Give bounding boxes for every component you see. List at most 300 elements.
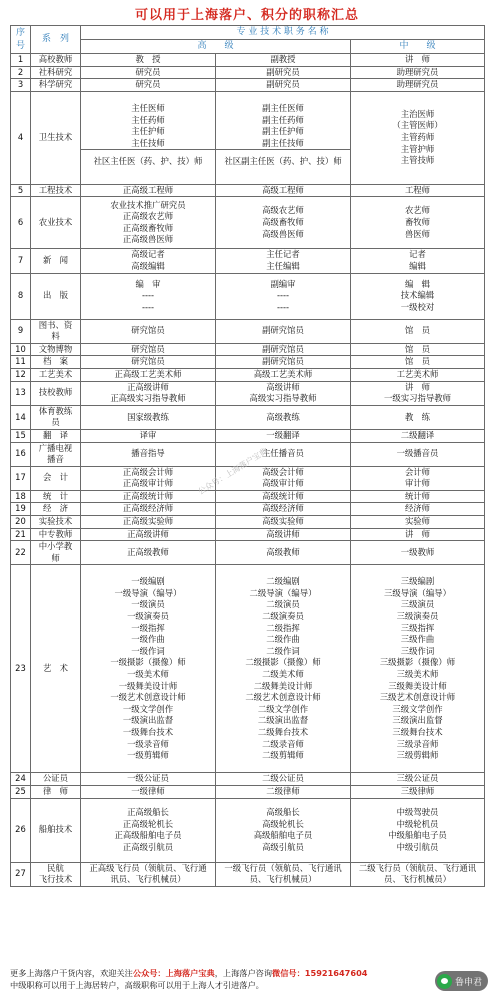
row-number: 23 [11, 565, 31, 773]
middle-title-cell [351, 466, 485, 490]
cell-line: 一级摄影（摄像）师 [110, 657, 186, 668]
cell-line: 高级船长 [266, 806, 300, 817]
cell-line: 主任护师 [131, 126, 165, 137]
cell-line: 档 案 [42, 356, 69, 367]
cell-line: 二级作词 [266, 645, 300, 656]
cell-line: 高级工艺美术师 [253, 368, 313, 379]
senior-title-cell [81, 516, 216, 529]
cell-line: 高级船舶电子员 [253, 830, 313, 841]
cell-line: 高级轮机长 [262, 818, 304, 829]
cell-line: 正高级引航员 [122, 841, 174, 852]
middle-title-cell [351, 541, 485, 565]
cell-line: ---- [141, 290, 155, 301]
senior-title-cell [216, 356, 351, 369]
middle-title-cell [351, 319, 485, 343]
author-badge [435, 971, 488, 991]
cell-line: 馆 员 [404, 356, 431, 367]
senior-title-cell [216, 249, 351, 273]
cell-line: 主任编辑 [266, 260, 300, 271]
senior-title-cell [216, 381, 351, 405]
cell-line: 二级翻译 [400, 429, 435, 440]
cell-line: 高级编辑 [131, 260, 165, 271]
series-cell [31, 503, 81, 516]
cell-line: 二级美术师 [262, 668, 304, 679]
cell-line: 实验技术 [38, 516, 73, 527]
cell-line: 翻 译 [42, 429, 69, 440]
cell-line: 正高级教师 [127, 547, 169, 558]
cell-line: 讲 师 [404, 54, 431, 64]
row-number: 20 [11, 516, 31, 529]
cell-line: 正高级实习指导教师 [110, 393, 186, 404]
cell-line: 二级导演（编导） [249, 587, 317, 598]
cell-line: 副研究员 [266, 66, 300, 77]
cell-line: 三级作词 [400, 645, 435, 656]
middle-title-cell [351, 54, 485, 67]
cell-line: 二级律师 [266, 786, 300, 797]
table-row [11, 381, 485, 405]
cell-line: 研究馆员 [131, 356, 165, 367]
cell-line: 高级会计师 [262, 466, 304, 477]
series-cell [31, 381, 81, 405]
row-number: 22 [11, 541, 31, 565]
cell-line: 三级演奏员 [396, 610, 439, 621]
header-no: 序 号 [11, 26, 31, 54]
senior-title-cell [81, 343, 216, 356]
cell-line: 农业技术推广研究员 [110, 199, 186, 210]
cell-line: 讲 师 [404, 381, 431, 392]
senior-title-cell [216, 565, 351, 773]
cell-line: 二级指挥 [266, 622, 300, 633]
middle-title-cell [351, 490, 485, 503]
cell-line: 会计师 [404, 466, 431, 477]
cell-line: 编辑 [409, 260, 426, 271]
senior-title-cell [81, 786, 216, 799]
series-cell [31, 773, 81, 786]
cell-line: 农艺师 [404, 205, 431, 216]
cell-line: 高级实习指导教师 [249, 393, 317, 404]
senior-title-cell [81, 197, 216, 249]
cell-line: 中级船舶电子员 [388, 830, 447, 841]
senior-title-cell [81, 249, 216, 273]
cell-line: 图书、资 [38, 319, 73, 330]
senior-title-cell [216, 197, 351, 249]
header-middle: 中 级 [351, 40, 485, 54]
cell-line: 料 [51, 331, 60, 342]
cell-line: 副主任技师 [262, 137, 304, 148]
cell-line: 主任药师 [131, 114, 165, 125]
senior-title-cell [81, 565, 216, 773]
cell-line: 播音 [47, 454, 64, 465]
senior-title-cell [81, 798, 216, 862]
cell-line: 助理研究员 [396, 79, 439, 90]
middle-title-cell [351, 773, 485, 786]
cell-line: 副研究馆员 [262, 343, 304, 354]
cell-line: 馆 员 [404, 325, 431, 336]
senior-title-cell [81, 862, 216, 886]
cell-line: 员、飞行机械员） [249, 874, 317, 885]
cell-line: 一级舞台技术 [122, 726, 174, 737]
cell-line: 体育教练 [38, 405, 73, 416]
senior-title-cell [81, 773, 216, 786]
series-cell [31, 66, 81, 79]
table-body [11, 26, 485, 887]
cell-line: 一级作曲 [131, 634, 165, 645]
table-row [11, 565, 485, 773]
cell-line: 二级剪辑师 [262, 750, 304, 761]
footer [10, 968, 484, 992]
cell-line: 畜牧师 [404, 217, 431, 228]
cell-line: 飞行技术 [38, 874, 73, 885]
cell-line: 高级实验师 [262, 516, 304, 527]
cell-line: 文物博物 [38, 343, 73, 354]
table-row [11, 54, 485, 67]
header-series: 系 列 [31, 26, 81, 54]
cell-line: 正高级讲师 [127, 381, 169, 392]
cell-line: 二级演员 [266, 599, 300, 610]
cell-line: 正高级审计师 [122, 478, 174, 489]
table-row [11, 343, 485, 356]
row-number: 5 [11, 184, 31, 197]
cell-line: 科学研究 [38, 79, 73, 90]
cell-line: 广播电视 [38, 442, 73, 453]
senior-title-cell [81, 541, 216, 565]
table-row [11, 197, 485, 249]
senior-title-cell [81, 91, 216, 184]
cell-line: 一级公证员 [127, 773, 169, 784]
middle-title-cell [351, 429, 485, 442]
senior-title-cell [216, 405, 351, 429]
senior-title-cell [81, 356, 216, 369]
senior-title-cell [216, 184, 351, 197]
cell-line: 中级引航员 [396, 841, 439, 852]
senior-title-cell [81, 442, 216, 466]
cell-line: 高级农艺师 [262, 205, 304, 216]
series-cell [31, 368, 81, 381]
table-row [11, 503, 485, 516]
middle-title-cell [351, 862, 485, 886]
series-cell [31, 442, 81, 466]
middle-title-cell [351, 442, 485, 466]
senior-title-cell [81, 405, 216, 429]
table-row [11, 319, 485, 343]
footer-account: 公众号：上海落户宝典 [132, 968, 215, 978]
cell-line: 兽医师 [404, 228, 431, 239]
row-number: 17 [11, 466, 31, 490]
series-cell [31, 528, 81, 541]
table-row [11, 79, 485, 92]
cell-line: 副研究馆员 [262, 356, 304, 367]
cell-line: 员 [51, 417, 60, 428]
cell-line: 二级演出监督 [257, 715, 309, 726]
cell-line: 三级作曲 [400, 634, 435, 645]
middle-title-cell [351, 249, 485, 273]
cell-line: 二级摄影（摄像）师 [245, 657, 321, 668]
senior-title-cell [216, 368, 351, 381]
cell-line: 一级律师 [131, 786, 165, 797]
cell-line: 播音指导 [131, 448, 165, 459]
series-cell [31, 490, 81, 503]
cell-line: 主任医师 [131, 103, 165, 114]
cell-line: ---- [276, 290, 290, 301]
cell-line: 一级导演（编导） [114, 587, 182, 598]
cell-line: 三级剪辑师 [396, 750, 439, 761]
cell-line: 研究员 [135, 79, 161, 90]
senior-title-cell [216, 343, 351, 356]
cell-line: 高级讲师 [266, 381, 300, 392]
cell-line: 三级演员 [400, 599, 435, 610]
cell-line: 正高级兽医师 [122, 234, 174, 245]
cell-line: 主管护师 [400, 143, 435, 154]
cell-line: 一级文学创作 [122, 703, 174, 714]
middle-title-cell [351, 565, 485, 773]
row-number: 24 [11, 773, 31, 786]
cell-line: 正高级讲师 [127, 528, 169, 539]
cell-line: 工艺美术 [38, 368, 73, 379]
cell-line: 三级艺术创意设计师 [379, 692, 456, 703]
series-cell [31, 541, 81, 565]
cell-line: 一级演出监督 [122, 715, 174, 726]
cell-line: 统计师 [404, 490, 431, 501]
row-number: 1 [11, 54, 31, 67]
series-cell [31, 54, 81, 67]
middle-title-cell [351, 405, 485, 429]
cell-line: 实验师 [404, 516, 431, 527]
senior-title-cell [81, 429, 216, 442]
cell-line: 农业技术 [38, 217, 73, 228]
senior-title-cell [81, 381, 216, 405]
cell-line: 正高级会计师 [122, 466, 174, 477]
cell-line: 正高级船长 [127, 806, 169, 817]
table-row [11, 773, 485, 786]
senior-title-cell [81, 528, 216, 541]
cell-line: 一级编剧 [131, 576, 165, 587]
cell-line: 高级教师 [266, 547, 300, 558]
cell-line: 二级艺术创意设计师 [245, 692, 321, 703]
middle-title-cell [351, 798, 485, 862]
page-title: 可以用于上海落户、积分的职称汇总 [134, 8, 359, 23]
senior-title-cell [216, 528, 351, 541]
cell-line: 新 闻 [42, 255, 69, 266]
cell-line: 一级剪辑师 [127, 750, 169, 761]
cell-line: 正高级轮机长 [122, 818, 174, 829]
row-number: 14 [11, 405, 31, 429]
series-cell [31, 466, 81, 490]
table-row [11, 368, 485, 381]
cell-line: 经济师 [404, 503, 431, 514]
cell-line: 研究员 [135, 66, 161, 77]
cell-line: 师 [51, 552, 60, 563]
table-row [11, 184, 485, 197]
cell-line: 工艺美术师 [396, 368, 439, 379]
cell-line: 一级播音员 [396, 448, 439, 459]
cell-line: 二级飞行员（领航员、飞行通讯 [358, 862, 477, 873]
cell-line: 副研究员 [266, 79, 300, 90]
title-table [10, 25, 485, 887]
row-number: 16 [11, 442, 31, 466]
row-number: 2 [11, 66, 31, 79]
middle-title-cell [351, 184, 485, 197]
cell-line: 一级作词 [131, 645, 165, 656]
cell-line: 三级摄影（摄像）师 [379, 657, 456, 668]
middle-title-cell [351, 197, 485, 249]
cell-line: 二级文学创作 [257, 703, 309, 714]
cell-line: 三级律师 [400, 786, 435, 797]
cell-line: 中小学教 [38, 541, 73, 552]
cell-line: 高级讲师 [266, 528, 300, 539]
cell-line: 民航 [47, 862, 64, 873]
middle-title-cell [351, 503, 485, 516]
cell-line: 主管技师 [400, 155, 435, 166]
table-row [11, 786, 485, 799]
cell-line: ---- [141, 301, 155, 312]
senior-title-cell [81, 503, 216, 516]
middle-title-cell [351, 516, 485, 529]
senior-title-cell [216, 798, 351, 862]
cell-line: 主任播音员 [262, 448, 304, 459]
row-number: 26 [11, 798, 31, 862]
cell-line: 正高级工程师 [122, 184, 174, 195]
cell-line: 高级记者 [131, 249, 165, 260]
table-row [11, 490, 485, 503]
cell-line: 一级指挥 [131, 622, 165, 633]
row-number: 27 [11, 862, 31, 886]
series-cell [31, 91, 81, 184]
senior-title-cell [216, 773, 351, 786]
middle-title-cell [351, 528, 485, 541]
cell-line: 二级演奏员 [262, 610, 304, 621]
cell-line: ---- [276, 301, 290, 312]
row-number: 9 [11, 319, 31, 343]
cell-line: 副主任药师 [262, 114, 304, 125]
cell-line: 副主任护师 [262, 126, 304, 137]
cell-line: 馆 员 [404, 343, 431, 354]
cell-line: 一级校对 [400, 301, 435, 312]
cell-line: 高级审计师 [262, 478, 304, 489]
row-number: 12 [11, 368, 31, 381]
cell-line: 三级指挥 [400, 622, 435, 633]
middle-title-cell [351, 356, 485, 369]
middle-title-cell [351, 381, 485, 405]
cell-line: 二级舞美设计师 [253, 680, 313, 691]
cell-line: 副教授 [270, 54, 296, 64]
cell-line: 公证员 [42, 773, 69, 784]
cell-line: 教 授 [135, 54, 161, 64]
cell-line: 正高级畜牧师 [122, 222, 174, 233]
middle-title-cell [351, 79, 485, 92]
cell-line: 高级兽医师 [262, 228, 304, 239]
cell-line: 三级录音师 [396, 738, 439, 749]
cell-line: 正高级农艺师 [122, 211, 174, 222]
table-row [11, 66, 485, 79]
cell-line: 副编审 [270, 278, 296, 289]
cell-line: 一级舞美设计师 [118, 680, 178, 691]
row-number: 19 [11, 503, 31, 516]
row-number: 15 [11, 429, 31, 442]
cell-line: 二级录音师 [262, 738, 304, 749]
cell-line: 卫生技术 [38, 131, 73, 142]
header-senior: 高 级 [81, 40, 351, 54]
cell-line: 统 计 [42, 490, 69, 501]
senior-title-cell [216, 516, 351, 529]
row-number: 3 [11, 79, 31, 92]
cell-line: 社科研究 [38, 66, 73, 77]
senior-title-cell [81, 319, 216, 343]
series-cell [31, 319, 81, 343]
senior-title-cell [216, 541, 351, 565]
footer-note: 中级职称可以用于上海居转户，高级职称可以用于上海人才引进落户。 [10, 979, 264, 990]
cell-line: 二级作曲 [266, 634, 300, 645]
cell-line: 三级文学创作 [392, 703, 443, 714]
cell-line: 高级畜牧师 [262, 217, 304, 228]
senior-title-cell [216, 442, 351, 466]
cell-line: 高级引航员 [262, 841, 304, 852]
cell-line: 审计师 [404, 478, 431, 489]
cell-line: 研究馆员 [131, 325, 165, 336]
table-row [11, 429, 485, 442]
cell-line: 律 师 [42, 786, 69, 797]
cell-line: 记者 [409, 249, 426, 260]
cell-line: 社区副主任医（药、护、技）师 [224, 156, 342, 167]
cell-line: 国家级教练 [127, 411, 169, 422]
table-row [11, 249, 485, 273]
senior-title-cell [216, 490, 351, 503]
footer-text: 更多上海落户干货内容，欢迎关注 [10, 968, 133, 978]
cell-line: 高级统计师 [262, 490, 304, 501]
cell-line: 主管药师 [400, 131, 435, 142]
cell-line: 中专教师 [38, 528, 73, 539]
table-row [11, 516, 485, 529]
middle-title-cell [351, 66, 485, 79]
series-cell [31, 79, 81, 92]
cell-line: 高级工程师 [262, 184, 304, 195]
cell-line: 出 版 [42, 290, 69, 301]
cell-line: 二级公证员 [262, 773, 304, 784]
row-number: 21 [11, 528, 31, 541]
wechat-icon [437, 974, 452, 989]
cell-line: 一级演奏员 [127, 610, 169, 621]
cell-line: 员、飞行机械员） [384, 874, 451, 885]
cell-line: 一级教师 [400, 547, 435, 558]
cell-line: 高校教师 [38, 54, 73, 64]
middle-title-cell [351, 273, 485, 319]
series-cell [31, 798, 81, 862]
table-row [11, 442, 485, 466]
footer-text: ，上海落户咨询 [214, 968, 273, 978]
table-row [11, 91, 485, 184]
senior-title-cell [81, 466, 216, 490]
cell-line: 社区主任医（药、护、技）师 [93, 156, 203, 167]
senior-title-cell [216, 319, 351, 343]
row-number: 6 [11, 197, 31, 249]
cell-line: 三级编剧 [400, 576, 435, 587]
cell-line: 技校教师 [38, 387, 73, 398]
senior-title-cell [216, 786, 351, 799]
row-number: 8 [11, 273, 31, 319]
cell-line: 船舶技术 [38, 824, 73, 835]
cell-line: 正高级飞行员（领航员、飞行通 [89, 862, 207, 873]
cell-line: 主任记者 [266, 249, 300, 260]
cell-line: 教 练 [404, 411, 431, 422]
table-row [11, 405, 485, 429]
cell-line: 编 辑 [404, 278, 431, 289]
series-cell [31, 343, 81, 356]
watermark: 公众号：上海落户宝典 [196, 446, 270, 497]
senior-title-cell [216, 54, 351, 67]
cell-line: 一级录音师 [127, 738, 169, 749]
cell-line: 技术编辑 [400, 290, 435, 301]
cell-line: 中级轮机员 [396, 818, 439, 829]
row-number: 18 [11, 490, 31, 503]
